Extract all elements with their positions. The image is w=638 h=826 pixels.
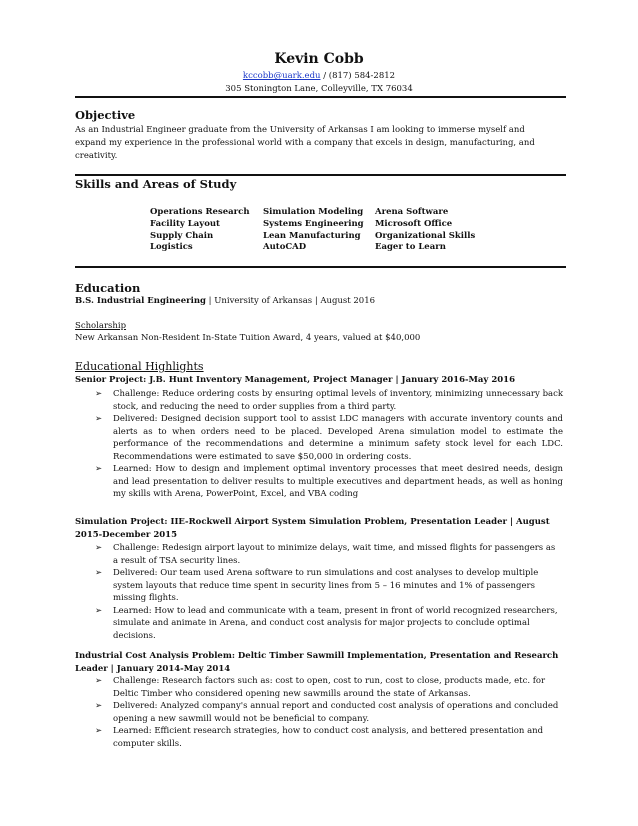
candidate-name: Kevin Cobb [274,51,364,67]
contact-line [0,71,638,81]
degree-line [75,295,545,308]
degree-details: | University of Arkansas | August 2016 [205,296,376,306]
skill-item: Logistics [150,242,193,253]
bullet-item: ➢ Challenge: Redesign airport layout to minimize delays, wait time, and missed flights for passengers as a result of TSA security lines. [95,543,556,566]
project-title: Senior Project: J.B. Hunt Inventory Management, Project Manager | January 2016-May 2016 [75,375,515,385]
skill-item: Eager to Learn [375,242,446,253]
arrow-bullet-icon: ➢ [95,543,103,553]
bullet-item: ➢ Learned: How to lead and communicate with a team, present in front of world recognized researchers, simulate and animate in Arena, and conduct cost analysis for major projects to conclude optimal decisions. [95,605,558,641]
skills-column-3 [375,207,475,254]
skill-item: AutoCAD [263,242,307,253]
skills-heading: Skills and Areas of Study [75,177,237,191]
phone-text: / (817) 584-2812 [320,71,396,81]
skill-item: Lean Manufacturing [263,230,361,241]
bullet-item: ➢ Learned: How to design and implement optimal inventory processes that meet desired needs, design and lead presentation to deliver results to multiple executives and department heads, as well as honing my skills with Arena, PowerPoint, Excel, and VBA coding [95,464,563,499]
arrow-bullet-icon: ➢ [95,726,103,736]
skill-item: Systems Engineering [263,218,364,229]
skill-item: Supply Chain [150,230,214,241]
skill-item: Microsoft Office [375,218,453,229]
skill-item: Facility Layout [150,218,220,229]
email-link[interactable]: kccobb@uark.edu [242,71,321,81]
arrow-bullet-icon: ➢ [95,701,103,711]
project-bullets [95,675,563,750]
project-bullets [95,388,563,501]
arrow-bullet-icon: ➢ [95,464,103,474]
scholarship-label: Scholarship [75,321,127,331]
skills-column-1 [150,207,250,254]
skills-bottom-divider [75,266,566,268]
bullet-item: ➢ Delivered: Our team used Arena software to run simulations and cost analyses to develop multiple system layouts that reduce time spent in security lines from 5 – 16 minutes and 1% of passengers missing flights. [95,568,539,603]
skill-item: Organizational Skills [375,230,476,241]
bullet-item: ➢ Challenge: Reduce ordering costs by ensuring optimal levels of inventory, minimizing unnecessary back stock, and reducing the need to order supplies from a third party. [95,389,563,412]
arrow-bullet-icon: ➢ [95,414,103,424]
skills-top-divider [75,174,566,176]
objective-text: As an Industrial Engineer graduate from the University of Arkansas I am looking to immerse myself and expand my experience in the professional world with a company that excels in design, manufacturing, and creativity. [75,125,535,161]
arrow-bullet-icon: ➢ [95,568,103,578]
bullet-item: ➢ Delivered: Analyzed company's annual report and conducted cost analysis of operations and concluded opening a new sawmill would not be beneficial to company. [95,701,559,724]
skill-item: Simulation Modeling [263,207,364,217]
skills-column-2 [263,207,364,254]
project-bullets [95,542,563,642]
address-line: 305 Stonington Lane, Colleyville, TX 76034 [225,84,413,94]
education-heading: Education [75,281,141,295]
project-title: Industrial Cost Analysis Problem: Deltic Timber Sawmill Implementation, Presentation and Research Leader | January 2014-May 2014 [75,651,559,674]
highlights-heading: Educational Highlights [75,360,204,373]
skill-item: Operations Research [150,207,250,217]
arrow-bullet-icon: ➢ [95,389,103,399]
bullet-item: ➢ Challenge: Research factors such as: cost to open, cost to run, cost to close, products made, etc. for Deltic Timber who considered opening new sawmills around the state of Arkansas. [95,676,546,699]
arrow-bullet-icon: ➢ [95,605,103,616]
objective-heading: Objective [75,108,136,122]
bullet-item: ➢ Learned: Efficient research strategies, how to conduct cost analysis, and bettered presentation and computer skills. [95,726,544,749]
project-title: Simulation Project: IIE-Rockwell Airport System Simulation Problem, Presentation Leader | August 2015-December 2015 [75,517,550,540]
scholarship-text: New Arkansan Non-Resident In-State Tuition Award, 4 years, valued at $40,000 [75,333,421,343]
degree-title: B.S. Industrial Engineering [75,296,206,306]
header-divider [75,96,566,98]
arrow-bullet-icon: ➢ [95,676,103,686]
skill-item: Arena Software [375,207,449,217]
bullet-item: ➢ Delivered: Designed decision support tool to assist LDC managers with accurate inventory counts and alerts as to when orders need to be placed. Developed Arena simulation model to estimate the performance of the recommendations and determine a minimum safety stock level for each LDC. Recommendations were estimated to save $50,000 in ordering costs. [95,414,563,462]
